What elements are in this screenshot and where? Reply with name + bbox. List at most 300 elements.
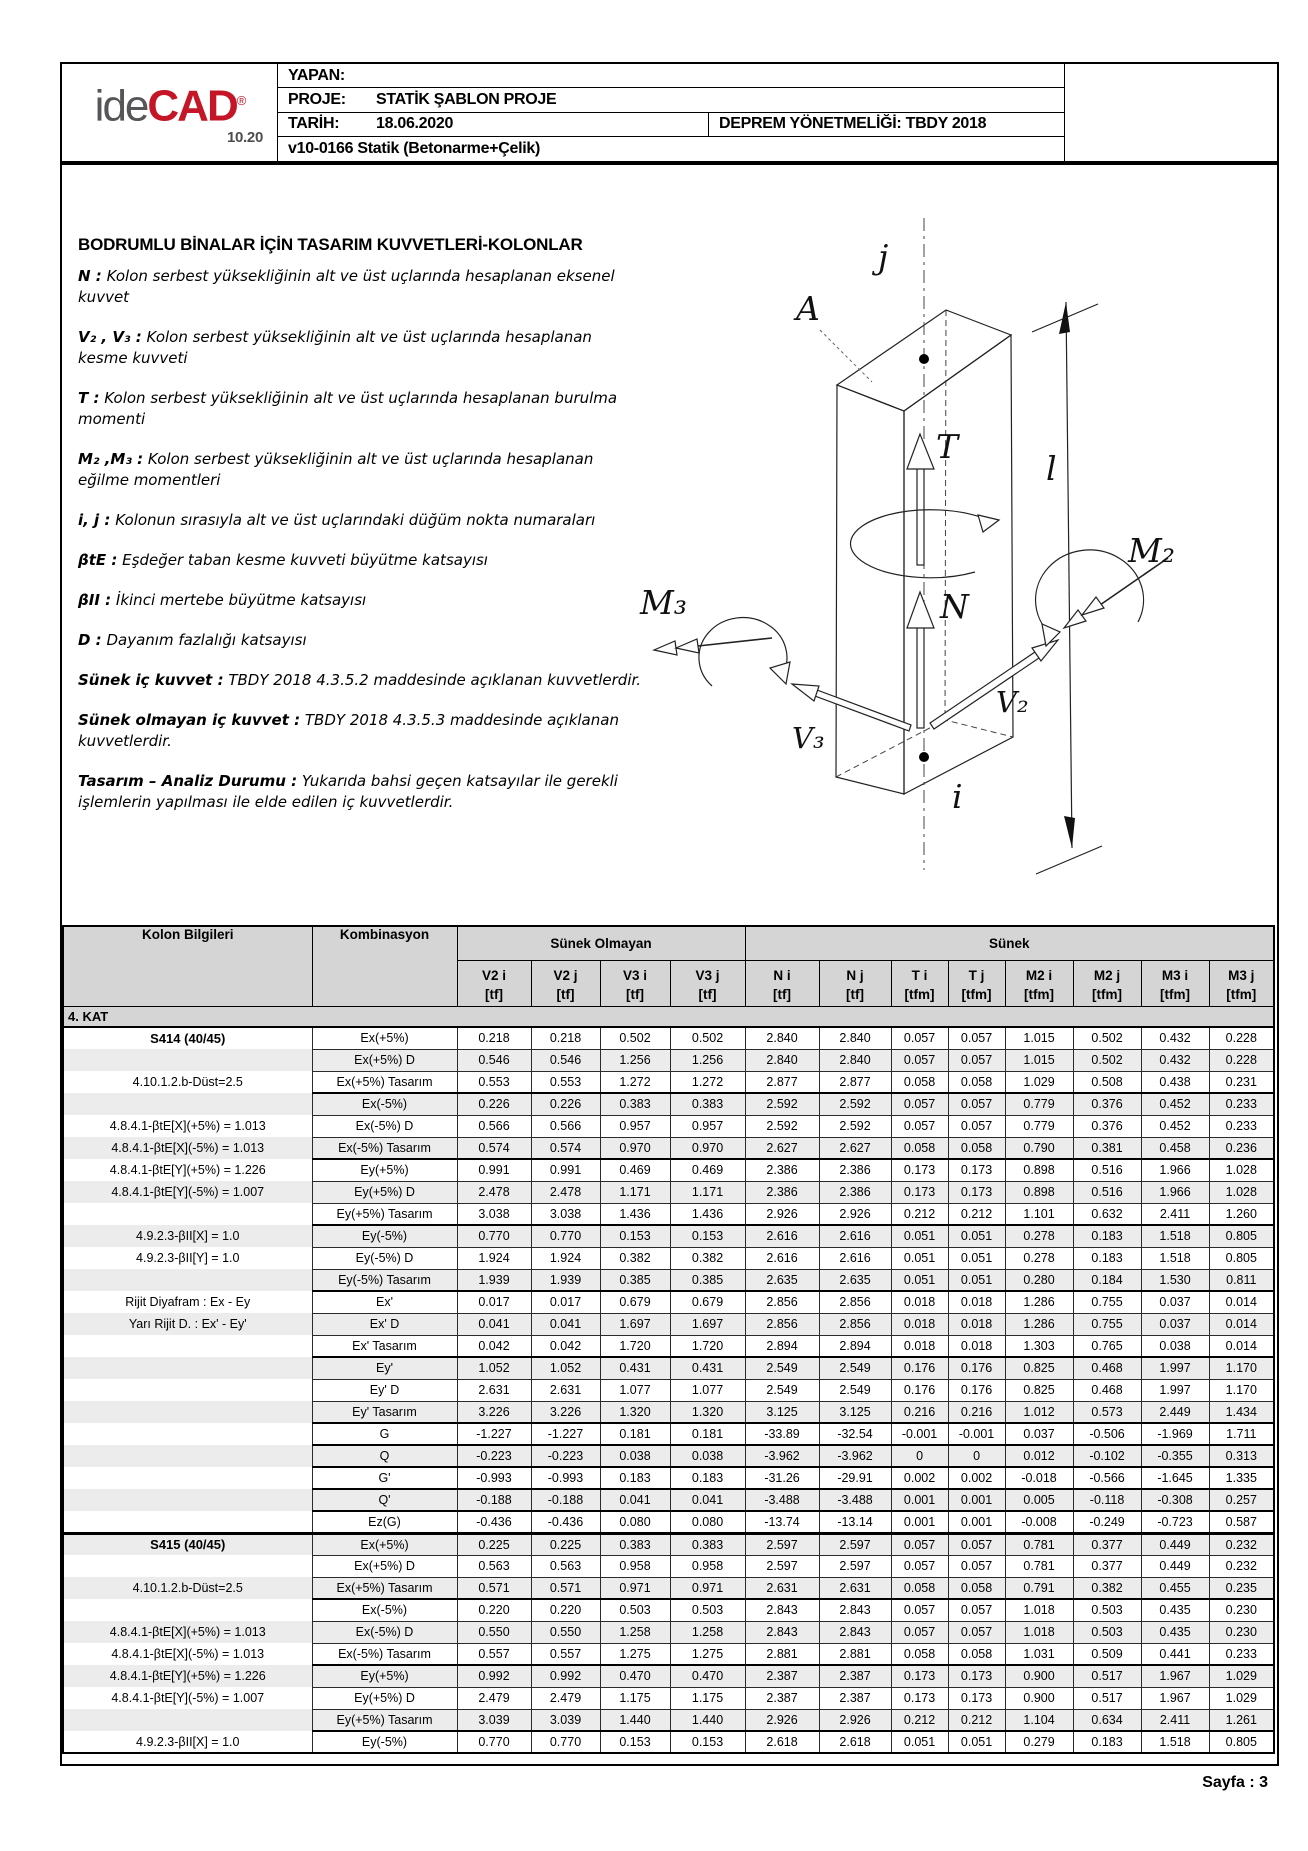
definition-term: Tasarım – Analiz Durumu :: [78, 772, 298, 790]
value-cell: 0.173: [948, 1665, 1005, 1687]
value-cell: 0.057: [948, 1599, 1005, 1621]
definition-term: V₂ , V₃ :: [78, 328, 142, 346]
col-header-unit: [tfm]: [1092, 986, 1123, 1002]
value-cell: 2.926: [819, 1709, 891, 1731]
value-cell: 0.900: [1005, 1665, 1073, 1687]
table-row: [63, 1687, 1274, 1709]
value-cell: 0.058: [948, 1137, 1005, 1159]
table-row: [63, 1313, 1274, 1335]
value-cell: 1.275: [600, 1643, 670, 1665]
value-cell: 2.597: [745, 1555, 819, 1577]
col-header: [819, 960, 891, 1006]
value-cell: 1.436: [670, 1203, 745, 1225]
table-row: [63, 1115, 1274, 1137]
value-cell: 2.926: [819, 1203, 891, 1225]
kombinasyon-cell: Ex(+5%) Tasarım: [312, 1577, 457, 1599]
value-cell: 0.376: [1073, 1093, 1141, 1115]
kolon-info-cell: [63, 1401, 312, 1423]
definition-term: Sünek iç kuvvet :: [78, 671, 224, 689]
value-cell: 0.057: [891, 1049, 948, 1071]
definition-item: [78, 670, 644, 691]
hidden-edge: [945, 310, 946, 720]
value-cell: 0.280: [1005, 1269, 1073, 1291]
kolon-info-cell: [63, 1093, 312, 1115]
definition-term: D :: [78, 631, 102, 649]
value-cell: 0.225: [457, 1533, 531, 1555]
value-cell: 1.518: [1141, 1731, 1209, 1753]
value-cell: 0.005: [1005, 1489, 1073, 1511]
value-cell: 0.992: [457, 1665, 531, 1687]
value-cell: 0.458: [1141, 1137, 1209, 1159]
value-cell: 0.571: [531, 1577, 600, 1599]
col-header-label: T j: [968, 967, 985, 983]
kolon-info-cell: 4.8.4.1-βtE[X](+5%) = 1.013: [63, 1115, 312, 1137]
torsion-arc-head: [978, 515, 999, 532]
label-l: l: [1046, 449, 1057, 488]
kombinasyon-cell: Ez(G): [312, 1511, 457, 1533]
value-cell: 0.313: [1209, 1445, 1274, 1467]
group-header-sunek: Sünek: [745, 926, 1274, 960]
col-header-unit: [tfm]: [1226, 986, 1257, 1002]
value-cell: 1.052: [531, 1357, 600, 1379]
value-cell: 1.939: [531, 1269, 600, 1291]
label-v2: V₂: [996, 685, 1029, 719]
value-cell: -0.993: [531, 1467, 600, 1489]
value-cell: 0.970: [670, 1137, 745, 1159]
value-cell: 0.018: [891, 1313, 948, 1335]
kombinasyon-cell: Ey(+5%) Tasarım: [312, 1709, 457, 1731]
value-cell: 0.469: [670, 1159, 745, 1181]
label-v3: V₃: [792, 721, 825, 755]
table-row: [63, 1621, 1274, 1643]
value-cell: 3.039: [531, 1709, 600, 1731]
kolon-info-cell: [63, 1357, 312, 1379]
kolon-info-cell: [63, 1467, 312, 1489]
value-cell: 0.057: [891, 1115, 948, 1137]
value-cell: 1.272: [600, 1071, 670, 1093]
kombinasyon-cell: Ey(-5%) Tasarım: [312, 1269, 457, 1291]
value-cell: 1.031: [1005, 1643, 1073, 1665]
value-cell: 0.957: [600, 1115, 670, 1137]
m3-vector-head1: [654, 641, 677, 655]
value-cell: 0.502: [600, 1027, 670, 1049]
value-cell: 2.843: [819, 1621, 891, 1643]
value-cell: 0.587: [1209, 1511, 1274, 1533]
table-row: [63, 1181, 1274, 1203]
value-cell: 2.856: [819, 1291, 891, 1313]
value-cell: 0.755: [1073, 1313, 1141, 1335]
kolon-info-cell: 4.8.4.1-βtE[X](-5%) = 1.013: [63, 1643, 312, 1665]
definitions: [78, 266, 644, 832]
table-row: [63, 1049, 1274, 1071]
col-header-unit: [tf]: [556, 986, 575, 1002]
col-header-kombinasyon: Kombinasyon: [312, 926, 457, 1006]
definition-text: Kolon serbest yüksekliğinin alt ve üst uçlarında hesaplanan eğilme momentleri: [78, 450, 594, 489]
value-cell: 1.720: [600, 1335, 670, 1357]
value-cell: 2.592: [745, 1115, 819, 1137]
value-cell: 0.018: [891, 1291, 948, 1313]
kombinasyon-cell: Ex' Tasarım: [312, 1335, 457, 1357]
value-cell: 0.176: [891, 1379, 948, 1401]
value-cell: 0.958: [670, 1555, 745, 1577]
value-cell: 2.894: [819, 1335, 891, 1357]
table-row: [63, 1511, 1274, 1533]
value-cell: 0.057: [891, 1093, 948, 1115]
value-cell: 2.549: [745, 1379, 819, 1401]
value-cell: -29.91: [819, 1467, 891, 1489]
proje-row: [278, 88, 1064, 112]
value-cell: -0.223: [531, 1445, 600, 1467]
value-cell: -0.001: [948, 1423, 1005, 1445]
table-row: [63, 1269, 1274, 1291]
value-cell: 0.012: [1005, 1445, 1073, 1467]
value-cell: 0: [948, 1445, 1005, 1467]
kolon-info-cell: 4.10.1.2.b-Düst=2.5: [63, 1071, 312, 1093]
col-header-unit: [tfm]: [1160, 986, 1191, 1002]
value-cell: 0.898: [1005, 1181, 1073, 1203]
value-cell: 1.171: [670, 1181, 745, 1203]
value-cell: 0.183: [1073, 1731, 1141, 1753]
value-cell: 0.550: [531, 1621, 600, 1643]
value-cell: 0.502: [1073, 1027, 1141, 1049]
value-cell: 2.592: [819, 1115, 891, 1137]
value-cell: 1.170: [1209, 1357, 1274, 1379]
value-cell: 0.236: [1209, 1137, 1274, 1159]
forces-table: [62, 925, 1275, 1754]
value-cell: 1.029: [1209, 1687, 1274, 1709]
value-cell: 1.697: [670, 1313, 745, 1335]
col-header-label: N j: [846, 967, 864, 983]
table-row: [63, 1291, 1274, 1313]
value-cell: 0.957: [670, 1115, 745, 1137]
value-cell: 3.226: [457, 1401, 531, 1423]
value-cell: -3.962: [819, 1445, 891, 1467]
value-cell: 0.038: [600, 1445, 670, 1467]
value-cell: 0.790: [1005, 1137, 1073, 1159]
kombinasyon-cell: Ex(-5%) Tasarım: [312, 1643, 457, 1665]
definition-item: [78, 550, 644, 571]
value-cell: 0.233: [1209, 1115, 1274, 1137]
node-i-dot: [919, 752, 929, 762]
value-cell: 2.549: [819, 1379, 891, 1401]
kolon-info-cell: 4.8.4.1-βtE[Y](+5%) = 1.226: [63, 1665, 312, 1687]
value-cell: 0.058: [948, 1071, 1005, 1093]
col-header-unit: [tfm]: [1024, 986, 1055, 1002]
value-cell: 0.779: [1005, 1115, 1073, 1137]
value-cell: 0.041: [457, 1313, 531, 1335]
value-cell: 0.057: [948, 1533, 1005, 1555]
value-cell: 0.057: [891, 1027, 948, 1049]
value-cell: 1.939: [457, 1269, 531, 1291]
value-cell: 0.228: [1209, 1049, 1274, 1071]
table-row: [63, 1423, 1274, 1445]
definition-item: [78, 388, 644, 430]
value-cell: 1.720: [670, 1335, 745, 1357]
value-cell: 0.971: [670, 1577, 745, 1599]
col-header: [1141, 960, 1209, 1006]
value-cell: 0.900: [1005, 1687, 1073, 1709]
value-cell: 1.018: [1005, 1621, 1073, 1643]
definition-item: [78, 630, 644, 651]
definition-text: İkinci mertebe büyütme katsayısı: [115, 591, 367, 609]
col-header: [1073, 960, 1141, 1006]
value-cell: 0.216: [891, 1401, 948, 1423]
value-cell: 1.029: [1209, 1665, 1274, 1687]
value-cell: 0.679: [600, 1291, 670, 1313]
value-cell: 2.449: [1141, 1401, 1209, 1423]
value-cell: -31.26: [745, 1467, 819, 1489]
value-cell: 2.387: [745, 1687, 819, 1709]
value-cell: 0.017: [457, 1291, 531, 1313]
value-cell: 1.303: [1005, 1335, 1073, 1357]
value-cell: 2.840: [819, 1049, 891, 1071]
table-row: [63, 1533, 1274, 1555]
value-cell: 0.971: [600, 1577, 670, 1599]
value-cell: 2.843: [745, 1621, 819, 1643]
value-cell: 1.924: [531, 1247, 600, 1269]
col-header-kolon: Kolon Bilgileri: [63, 926, 312, 1006]
col-header-label: M2 j: [1093, 967, 1121, 983]
value-cell: 0.546: [531, 1049, 600, 1071]
value-cell: 0.503: [1073, 1621, 1141, 1643]
value-cell: 0.041: [531, 1313, 600, 1335]
value-cell: -3.488: [745, 1489, 819, 1511]
definition-text: Dayanım fazlalığı katsayısı: [106, 631, 307, 649]
kombinasyon-cell: Ey(-5%): [312, 1731, 457, 1753]
label-a: A: [796, 289, 820, 328]
value-cell: 2.856: [745, 1313, 819, 1335]
m3-arc-head: [770, 662, 790, 684]
a-leader-line: [820, 330, 872, 382]
tarih-label: TARİH:: [288, 115, 340, 133]
col-header-label: V2 i: [481, 967, 506, 983]
value-cell: 2.479: [531, 1687, 600, 1709]
value-cell: 0.173: [948, 1159, 1005, 1181]
section-row: [63, 1006, 1274, 1027]
value-cell: 0.517: [1073, 1665, 1141, 1687]
value-cell: -1.227: [531, 1423, 600, 1445]
kombinasyon-cell: Ey' D: [312, 1379, 457, 1401]
value-cell: 0.765: [1073, 1335, 1141, 1357]
yapan-label: YAPAN:: [288, 66, 345, 84]
value-cell: 0.058: [948, 1643, 1005, 1665]
kombinasyon-cell: Q': [312, 1489, 457, 1511]
table-head: [63, 926, 1274, 1006]
value-cell: 0.018: [891, 1335, 948, 1357]
value-cell: 0.001: [948, 1511, 1005, 1533]
kolon-info-cell: 4.8.4.1-βtE[X](+5%) = 1.013: [63, 1621, 312, 1643]
value-cell: 2.386: [819, 1159, 891, 1181]
kombinasyon-cell: Ex(-5%) D: [312, 1115, 457, 1137]
value-cell: -0.118: [1073, 1489, 1141, 1511]
value-cell: 0.503: [670, 1599, 745, 1621]
value-cell: 0.057: [948, 1115, 1005, 1137]
value-cell: 0.181: [600, 1423, 670, 1445]
value-cell: 0.226: [457, 1093, 531, 1115]
definition-item: [78, 266, 644, 308]
definition-text: Kolon serbest yüksekliğinin alt ve üst uçlarında hesaplanan eksenel kuvvet: [78, 267, 615, 306]
value-cell: 0.058: [891, 1071, 948, 1093]
label-t: T: [936, 427, 959, 466]
value-cell: 2.877: [745, 1071, 819, 1093]
value-cell: 1.171: [600, 1181, 670, 1203]
col-header: [1005, 960, 1073, 1006]
value-cell: 1.029: [1005, 1071, 1073, 1093]
value-cell: 0.018: [948, 1335, 1005, 1357]
value-cell: 0.432: [1141, 1049, 1209, 1071]
value-cell: -0.436: [457, 1511, 531, 1533]
value-cell: 0.041: [670, 1489, 745, 1511]
col-header-label: V3 j: [695, 967, 720, 983]
table-row: [63, 1665, 1274, 1687]
value-cell: 1.104: [1005, 1709, 1073, 1731]
value-cell: 1.997: [1141, 1357, 1209, 1379]
value-cell: 1.924: [457, 1247, 531, 1269]
value-cell: 0.173: [948, 1687, 1005, 1709]
value-cell: 0.184: [1073, 1269, 1141, 1291]
value-cell: 0.231: [1209, 1071, 1274, 1093]
value-cell: 2.387: [819, 1687, 891, 1709]
value-cell: 0.679: [670, 1291, 745, 1313]
version-value: v10-0166 Statik (Betonarme+Çelik): [288, 139, 540, 157]
value-cell: 0.051: [891, 1225, 948, 1247]
value-cell: 1.258: [600, 1621, 670, 1643]
kombinasyon-cell: Ex': [312, 1291, 457, 1313]
value-cell: 0.173: [891, 1687, 948, 1709]
logo-cad: CAD: [147, 81, 237, 131]
kombinasyon-cell: Ey': [312, 1357, 457, 1379]
value-cell: -1.969: [1141, 1423, 1209, 1445]
value-cell: 2.479: [457, 1687, 531, 1709]
value-cell: 0.228: [1209, 1027, 1274, 1049]
label-m3: M₃: [640, 583, 688, 622]
value-cell: 2.478: [457, 1181, 531, 1203]
value-cell: 0.385: [670, 1269, 745, 1291]
kombinasyon-cell: Ex(+5%) Tasarım: [312, 1071, 457, 1093]
value-cell: 0.566: [531, 1115, 600, 1137]
dimension-line: [1066, 302, 1072, 848]
value-cell: 0.080: [600, 1511, 670, 1533]
value-cell: 1.052: [457, 1357, 531, 1379]
value-cell: 1.967: [1141, 1687, 1209, 1709]
value-cell: 2.411: [1141, 1203, 1209, 1225]
value-cell: 0.958: [600, 1555, 670, 1577]
value-cell: 1.272: [670, 1071, 745, 1093]
value-cell: 0.805: [1209, 1731, 1274, 1753]
value-cell: 2.549: [819, 1357, 891, 1379]
value-cell: 0.502: [670, 1027, 745, 1049]
value-cell: 0.176: [948, 1379, 1005, 1401]
definition-text: Eşdeğer taban kesme kuvveti büyütme katsayısı: [122, 551, 488, 569]
value-cell: -0.018: [1005, 1467, 1073, 1489]
value-cell: 0.503: [600, 1599, 670, 1621]
value-cell: 0.216: [948, 1401, 1005, 1423]
value-cell: 2.840: [745, 1049, 819, 1071]
value-cell: 1.028: [1209, 1159, 1274, 1181]
value-cell: 0.991: [457, 1159, 531, 1181]
value-cell: 0.001: [891, 1489, 948, 1511]
v3-arrow-head: [792, 684, 819, 701]
value-cell: -1.645: [1141, 1467, 1209, 1489]
value-cell: 2.478: [531, 1181, 600, 1203]
page-number: Sayfa : 3: [1202, 1774, 1268, 1791]
value-cell: -0.308: [1141, 1489, 1209, 1511]
table-row: [63, 1093, 1274, 1115]
col-header-unit: [tfm]: [904, 986, 935, 1002]
value-cell: 1.256: [600, 1049, 670, 1071]
value-cell: 2.597: [819, 1533, 891, 1555]
definition-item: [78, 449, 644, 491]
value-cell: 2.926: [745, 1203, 819, 1225]
value-cell: 0.557: [531, 1643, 600, 1665]
value-cell: -0.249: [1073, 1511, 1141, 1533]
value-cell: 0.469: [600, 1159, 670, 1181]
node-j-dot: [919, 354, 929, 364]
value-cell: -0.566: [1073, 1467, 1141, 1489]
value-cell: 0.441: [1141, 1643, 1209, 1665]
value-cell: 2.386: [745, 1159, 819, 1181]
value-cell: 0.183: [1073, 1247, 1141, 1269]
idecad-logo: [62, 64, 278, 161]
value-cell: 1.170: [1209, 1379, 1274, 1401]
value-cell: 2.616: [819, 1247, 891, 1269]
table-body: [63, 1006, 1274, 1753]
value-cell: 2.881: [745, 1643, 819, 1665]
kolon-info-cell: 4.8.4.1-βtE[Y](-5%) = 1.007: [63, 1181, 312, 1203]
table-row: [63, 1357, 1274, 1379]
col-header-unit: [tf]: [626, 986, 644, 1002]
value-cell: 2.592: [745, 1093, 819, 1115]
value-cell: 0.153: [600, 1731, 670, 1753]
value-cell: 0.051: [948, 1269, 1005, 1291]
kombinasyon-cell: Ex(+5%) D: [312, 1555, 457, 1577]
value-cell: -1.227: [457, 1423, 531, 1445]
value-cell: 1.015: [1005, 1049, 1073, 1071]
definition-item: [78, 327, 644, 369]
value-cell: 0.382: [670, 1247, 745, 1269]
value-cell: 0.014: [1209, 1335, 1274, 1357]
tarih-value: 18.06.2020: [376, 115, 454, 133]
value-cell: 0.770: [457, 1225, 531, 1247]
value-cell: 0.470: [670, 1665, 745, 1687]
value-cell: 1.711: [1209, 1423, 1274, 1445]
kombinasyon-cell: Ey(-5%) D: [312, 1247, 457, 1269]
value-cell: 0.377: [1073, 1533, 1141, 1555]
value-cell: 1.018: [1005, 1599, 1073, 1621]
value-cell: 0.811: [1209, 1269, 1274, 1291]
value-cell: 3.125: [745, 1401, 819, 1423]
table-row: [63, 1489, 1274, 1511]
value-cell: 0.825: [1005, 1379, 1073, 1401]
value-cell: 0.563: [457, 1555, 531, 1577]
value-cell: 0.042: [531, 1335, 600, 1357]
col-header: [600, 960, 670, 1006]
value-cell: 1.286: [1005, 1291, 1073, 1313]
value-cell: 0.452: [1141, 1093, 1209, 1115]
kolon-info-cell: 4.9.2.3-βII[X] = 1.0: [63, 1225, 312, 1247]
value-cell: 1.077: [670, 1379, 745, 1401]
value-cell: -0.223: [457, 1445, 531, 1467]
value-cell: 0.018: [948, 1313, 1005, 1335]
kombinasyon-cell: Ey(-5%): [312, 1225, 457, 1247]
table-row: [63, 1599, 1274, 1621]
value-cell: 0.546: [457, 1049, 531, 1071]
col-header-unit: [tfm]: [961, 986, 992, 1002]
col-header: [891, 960, 948, 1006]
value-cell: -0.001: [891, 1423, 948, 1445]
value-cell: 0.509: [1073, 1643, 1141, 1665]
m3-vector-shaft: [698, 638, 772, 646]
